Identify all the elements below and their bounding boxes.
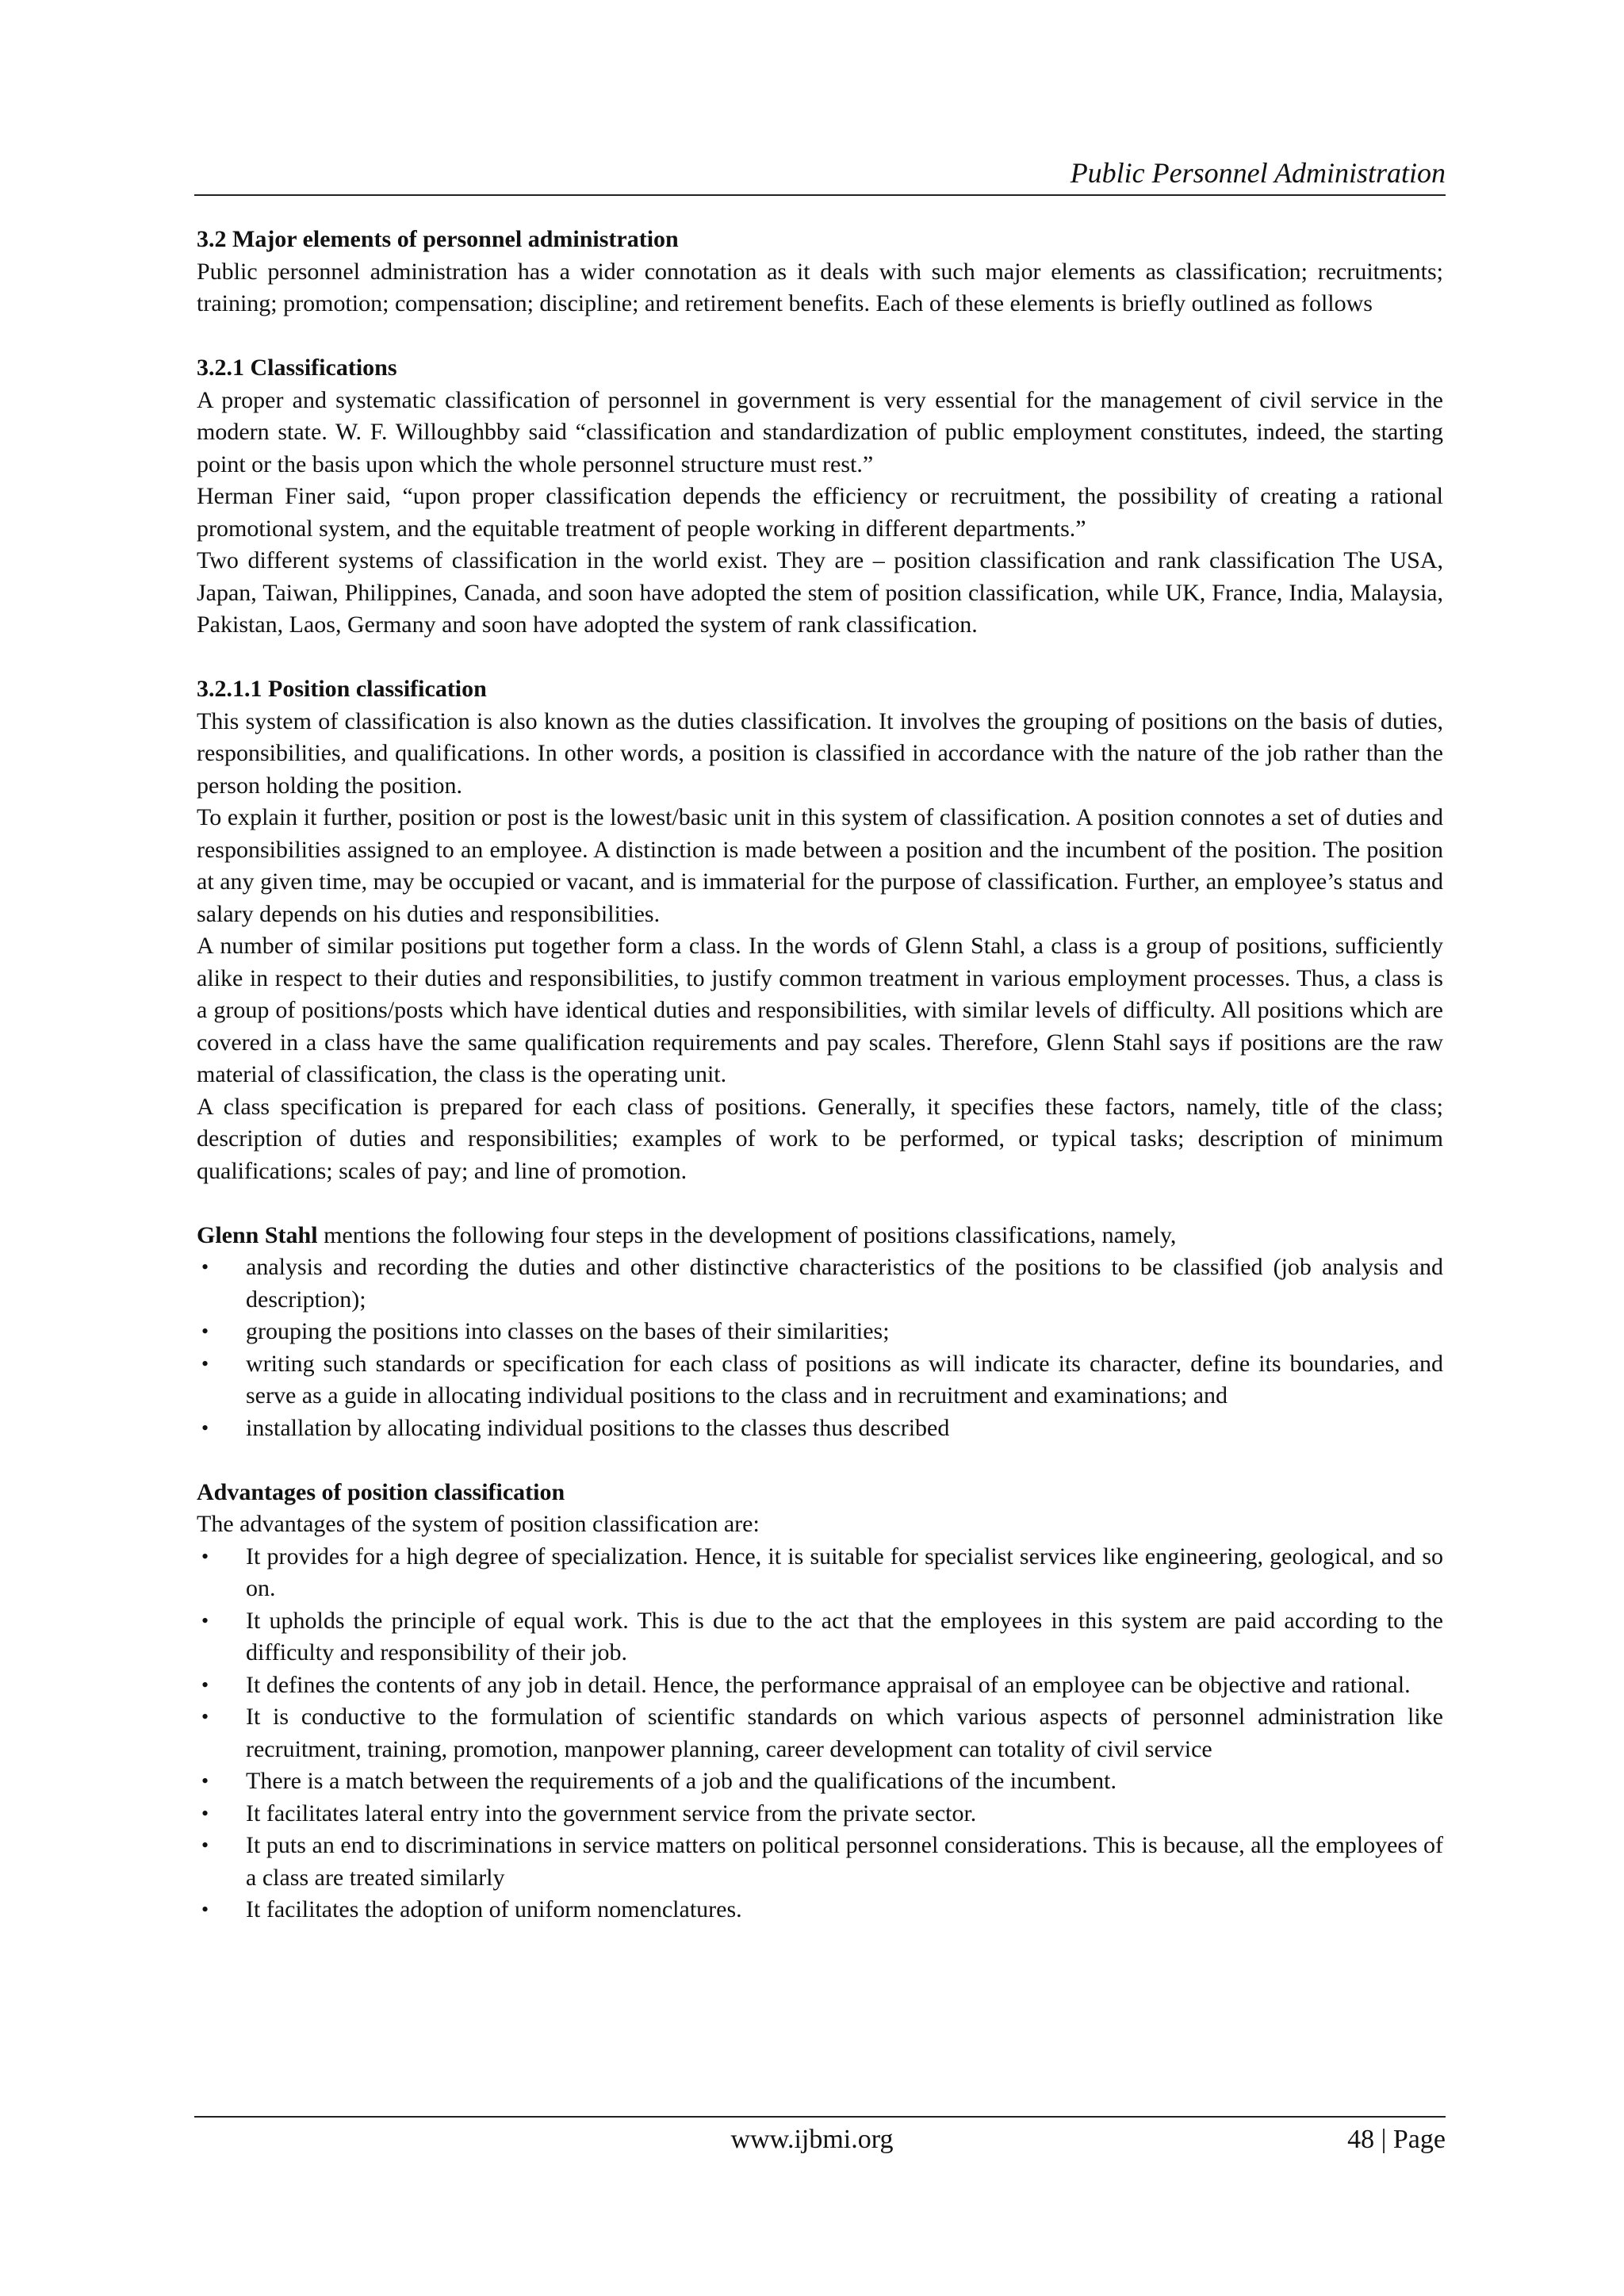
bullet-icon: • <box>201 1705 209 1728</box>
stahl-intro-text: mentions the following four steps in the development of positions classifications, namely, <box>317 1221 1177 1248</box>
page-body <box>197 224 1443 1926</box>
bullet-icon: • <box>201 1255 209 1278</box>
position-classification-paragraph: This system of classification is also known as the duties classification. It involves the grouping of positions on the basis of duties, responsibilities, and qualifications. In other words, a position is classified in accordance with the nature of the job rather than the person holding the position. <box>197 707 1443 799</box>
list-item <box>197 1251 1443 1316</box>
position-classification-paragraph: To explain it further, position or post is the lowest/basic unit in this system of classification. A position connotes a set of duties and responsibilities assigned to an employee. A distinction is made between a position and the incumbent of the position. The position at any given time, may be occupied or vacant, and is immaterial for the purpose of classification. Further, an employee’s status and salary depends on his duties and responsibilities. <box>197 804 1443 927</box>
stahl-steps-intro <box>197 1220 1443 1252</box>
list-item-text: It facilitates the adoption of uniform nomenclatures. <box>246 1896 742 1922</box>
list-item-text: It provides for a high degree of specialization. Hence, it is suitable for specialist services like engineering, geological, and so on. <box>246 1543 1443 1601</box>
section-3-2-paragraph: Public personnel administration has a wider connotation as it deals with such major elements as classification; recruitments; training; promotion; compensation; discipline; and retirement benefits. Each of these elements is briefly outlined as follows <box>197 258 1443 316</box>
list-item-text: It facilitates lateral entry into the government service from the private sector. <box>246 1800 977 1826</box>
bullet-icon: • <box>201 1834 209 1857</box>
bullet-icon: • <box>201 1416 209 1439</box>
list-item <box>197 1798 1443 1830</box>
classifications-paragraph: Two different systems of classification in the world exist. They are – position classification and rank classification The USA, Japan, Taiwan, Philippines, Canada, and soon have adopted the stem of position classification, while UK, France, India, Malaysia, Pakistan, Laos, Germany and soon have adopted the system of rank classification. <box>197 547 1443 638</box>
list-item-text: It puts an end to discriminations in service matters on political personnel considerations. This is because, all the employees of a class are treated similarly <box>246 1832 1443 1891</box>
section-heading-3-2-1-1: 3.2.1.1 Position classification <box>197 676 487 702</box>
advantages-list <box>197 1541 1443 1926</box>
bullet-icon: • <box>201 1898 209 1921</box>
bullet-icon: • <box>201 1608 209 1632</box>
list-item-text: installation by allocating individual positions to the classes thus described <box>246 1414 950 1441</box>
section-heading-3-2: 3.2 Major elements of personnel administration <box>197 226 679 252</box>
list-item-text: analysis and recording the duties and other distinctive characteristics of the positions to be classified (job analysis and description); <box>246 1254 1443 1313</box>
running-header-title: Public Personnel Administration <box>1070 157 1446 189</box>
list-item <box>197 1605 1443 1669</box>
bullet-icon: • <box>201 1544 209 1568</box>
list-item-text: It defines the contents of any job in detail. Hence, the performance appraisal of an employee can be objective and rational. <box>246 1671 1411 1698</box>
list-item-text: writing such standards or specification for each class of positions as will indicate its character, define its boundaries, and serve as a guide in allocating individual positions to the class and in recruitment and examinations; and <box>246 1350 1443 1409</box>
advantages-heading: Advantages of position classification <box>197 1478 565 1505</box>
list-item-text: It upholds the principle of equal work. This is due to the act that the employees in this system are paid according to the difficulty and responsibility of their job. <box>246 1607 1443 1665</box>
bullet-icon: • <box>201 1320 209 1343</box>
position-classification-paragraph: A number of similar positions put together form a class. In the words of Glenn Stahl, a class is a group of positions, sufficiently alike in respect to their duties and responsibilities, to justify common treatment in various employment processes. Thus, a class is a group of positions/posts which have identical duties and responsibilities, with similar levels of difficulty. All positions which are covered in a class have the same qualification requirements and pay scales. Therefore, Glenn Stahl says if positions are the raw material of classification, the class is the operating unit. <box>197 933 1443 1087</box>
bullet-icon: • <box>201 1801 209 1825</box>
list-item <box>197 1830 1443 1894</box>
stahl-steps-list <box>197 1251 1443 1444</box>
classifications-paragraph: Herman Finer said, “upon proper classification depends the efficiency or recruitment, the possibility of creating a rational promotional system, and the equitable treatment of people working in different departments.” <box>197 483 1443 542</box>
footer-journal-url: www.ijbmi.org <box>730 2125 894 2154</box>
list-item-text: It is conductive to the formulation of scientific standards on which various aspects of personnel administration like recruitment, training, promotion, manpower planning, career development can totality of civil service <box>246 1704 1443 1762</box>
bullet-icon: • <box>201 1769 209 1792</box>
list-item <box>197 1765 1443 1798</box>
list-item-text: There is a match between the requirements of a job and the qualifications of the incumbent. <box>246 1768 1116 1794</box>
position-classification-paragraph: A class specification is prepared for each class of positions. Generally, it specifies these factors, namely, title of the class; description of duties and responsibilities; examples of work to be performed, or typical tasks; description of minimum qualifications; scales of pay; and line of promotion. <box>197 1093 1443 1184</box>
list-item <box>197 1316 1443 1348</box>
list-item <box>197 1541 1443 1605</box>
paragraph-gap <box>197 1444 1443 1477</box>
list-item <box>197 1669 1443 1702</box>
bullet-icon: • <box>201 1673 209 1696</box>
list-item <box>197 1894 1443 1926</box>
list-item <box>197 1412 1443 1445</box>
advantages-intro: The advantages of the system of position classification are: <box>197 1511 760 1537</box>
list-item <box>197 1701 1443 1765</box>
bullet-icon: • <box>201 1351 209 1375</box>
stahl-name-bold: Glenn Stahl <box>197 1221 318 1248</box>
list-item-text: grouping the positions into classes on the bases of their similarities; <box>246 1318 890 1344</box>
footer-divider <box>194 2116 1446 2118</box>
section-heading-3-2-1: 3.2.1 Classifications <box>197 355 397 381</box>
footer-page-number: 48 | Page <box>1347 2125 1446 2154</box>
classifications-paragraph: A proper and systematic classification of personnel in government is very essential for the management of civil service in the modern state. W. F. Willoughbby said “classification and standardization of public employment constitutes, indeed, the starting point or the basis upon which the whole personnel structure must rest.” <box>197 386 1443 477</box>
paragraph-gap <box>197 1187 1443 1220</box>
paragraph-gap <box>197 642 1443 674</box>
header-divider <box>194 194 1446 196</box>
paragraph-gap <box>197 320 1443 353</box>
list-item <box>197 1348 1443 1412</box>
